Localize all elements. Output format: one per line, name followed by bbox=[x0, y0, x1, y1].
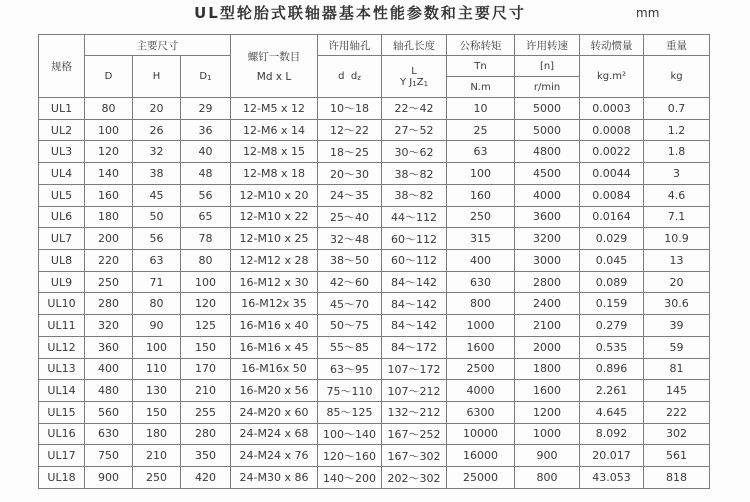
cell-model: UL6 bbox=[39, 206, 85, 228]
cell-weight: 10.9 bbox=[644, 228, 710, 250]
cell-screw: 16-M12x 35 bbox=[231, 293, 318, 315]
cell-speed: 4000 bbox=[515, 184, 580, 206]
cell-inertia: 0.029 bbox=[580, 228, 644, 250]
cell-model: UL5 bbox=[39, 184, 85, 206]
cell-inertia: 0.0008 bbox=[580, 119, 644, 141]
cell-h: 150 bbox=[133, 401, 181, 423]
header-screw bbox=[231, 35, 318, 98]
document-title: UL型轮胎式联轴器基本性能参数和主要尺寸 bbox=[194, 4, 526, 22]
header-hole-title: 轴孔长度 bbox=[382, 35, 447, 56]
cell-speed: 2400 bbox=[515, 293, 580, 315]
table-row bbox=[39, 445, 710, 467]
header-d: D bbox=[85, 56, 133, 98]
cell-speed: 3600 bbox=[515, 206, 580, 228]
header-speed-title: 许用转速 bbox=[515, 35, 580, 56]
cell-h: 32 bbox=[133, 141, 181, 163]
cell-bore: 140～200 bbox=[318, 467, 382, 489]
cell-d1: 280 bbox=[181, 423, 231, 445]
table-row bbox=[39, 141, 710, 163]
cell-screw: 16-M16 x 45 bbox=[231, 336, 318, 358]
cell-h: 210 bbox=[133, 445, 181, 467]
cell-torque: 25 bbox=[447, 119, 515, 141]
cell-screw: 16-M16x 50 bbox=[231, 358, 318, 380]
cell-d1: 350 bbox=[181, 445, 231, 467]
cell-weight: 4.6 bbox=[644, 184, 710, 206]
cell-torque: 16000 bbox=[447, 445, 515, 467]
header-hole-j-subscript: 1 bbox=[412, 79, 417, 88]
cell-screw: 24-M30 x 86 bbox=[231, 467, 318, 489]
header-speed-unit: r/min bbox=[515, 77, 580, 98]
cell-h: 100 bbox=[133, 336, 181, 358]
header-inertia-title: 转动惯量 bbox=[580, 35, 644, 56]
cell-screw: 12-M8 x 18 bbox=[231, 163, 318, 185]
header-hole-z-subscript: 1 bbox=[423, 79, 429, 88]
table-row bbox=[39, 184, 710, 206]
cell-screw: 24-M20 x 60 bbox=[231, 401, 318, 423]
cell-torque: 2500 bbox=[447, 358, 515, 380]
cell-weight: 39 bbox=[644, 315, 710, 337]
cell-d1: 170 bbox=[181, 358, 231, 380]
header-h: H bbox=[133, 56, 181, 98]
cell-bore: 42～60 bbox=[318, 271, 382, 293]
header-bore-sub bbox=[318, 56, 382, 98]
cell-hole-length: 107～172 bbox=[382, 358, 447, 380]
cell-torque: 250 bbox=[447, 206, 515, 228]
table-row bbox=[39, 163, 710, 185]
cell-weight: 3 bbox=[644, 163, 710, 185]
cell-hole-length: 30～62 bbox=[382, 141, 447, 163]
cell-screw: 16-M16 x 40 bbox=[231, 315, 318, 337]
table-row bbox=[39, 336, 710, 358]
cell-bore: 18～25 bbox=[318, 141, 382, 163]
cell-speed: 1800 bbox=[515, 358, 580, 380]
cell-weight: 561 bbox=[644, 445, 710, 467]
cell-h: 80 bbox=[133, 293, 181, 315]
cell-hole-length: 84～142 bbox=[382, 293, 447, 315]
cell-model: UL18 bbox=[39, 467, 85, 489]
cell-d: 100 bbox=[85, 119, 133, 141]
header-weight-unit: kg bbox=[644, 56, 710, 98]
cell-speed: 800 bbox=[515, 467, 580, 489]
header-torque-title: 公称转矩 bbox=[447, 35, 515, 56]
cell-hole-length: 202～302 bbox=[382, 467, 447, 489]
cell-bore: 120～160 bbox=[318, 445, 382, 467]
cell-bore: 38～50 bbox=[318, 250, 382, 272]
cell-model: UL7 bbox=[39, 228, 85, 250]
table-row bbox=[39, 293, 710, 315]
cell-h: 71 bbox=[133, 271, 181, 293]
header-d1-subscript: 1 bbox=[207, 74, 212, 83]
cell-weight: 30.6 bbox=[644, 293, 710, 315]
cell-d1: 78 bbox=[181, 228, 231, 250]
cell-speed: 2100 bbox=[515, 315, 580, 337]
cell-torque: 315 bbox=[447, 228, 515, 250]
header-d1 bbox=[181, 56, 231, 98]
cell-speed: 1600 bbox=[515, 380, 580, 402]
header-hole-z: Z bbox=[416, 76, 424, 88]
cell-d: 140 bbox=[85, 163, 133, 185]
table-row bbox=[39, 206, 710, 228]
cell-torque: 400 bbox=[447, 250, 515, 272]
cell-model: UL13 bbox=[39, 358, 85, 380]
cell-screw: 12-M10 x 20 bbox=[231, 184, 318, 206]
cell-d: 250 bbox=[85, 271, 133, 293]
cell-bore: 32～48 bbox=[318, 228, 382, 250]
cell-hole-length: 38～82 bbox=[382, 184, 447, 206]
header-torque-symbol: Tn bbox=[447, 56, 515, 77]
cell-torque: 10 bbox=[447, 98, 515, 120]
cell-weight: 13 bbox=[644, 250, 710, 272]
cell-d: 320 bbox=[85, 315, 133, 337]
cell-screw: 24-M24 x 68 bbox=[231, 423, 318, 445]
cell-model: UL3 bbox=[39, 141, 85, 163]
cell-screw: 16-M20 x 56 bbox=[231, 380, 318, 402]
cell-d1: 65 bbox=[181, 206, 231, 228]
cell-speed: 2000 bbox=[515, 336, 580, 358]
cell-d: 900 bbox=[85, 467, 133, 489]
cell-hole-length: 44～112 bbox=[382, 206, 447, 228]
cell-d1: 120 bbox=[181, 293, 231, 315]
cell-inertia: 0.045 bbox=[580, 250, 644, 272]
cell-hole-length: 132～212 bbox=[382, 401, 447, 423]
cell-bore: 24～35 bbox=[318, 184, 382, 206]
cell-inertia: 43.053 bbox=[580, 467, 644, 489]
header-main-size: 主要尺寸 bbox=[85, 35, 231, 56]
cell-torque: 1000 bbox=[447, 315, 515, 337]
cell-hole-length: 60～112 bbox=[382, 228, 447, 250]
cell-hole-length: 27～52 bbox=[382, 119, 447, 141]
cell-inertia: 20.017 bbox=[580, 445, 644, 467]
header-inertia-unit: kg.m² bbox=[580, 56, 644, 98]
cell-speed: 4800 bbox=[515, 141, 580, 163]
cell-d: 120 bbox=[85, 141, 133, 163]
cell-h: 90 bbox=[133, 315, 181, 337]
cell-speed: 1200 bbox=[515, 401, 580, 423]
cell-speed: 5000 bbox=[515, 98, 580, 120]
header-bore-title: 许用轴孔 bbox=[318, 35, 382, 56]
cell-h: 45 bbox=[133, 184, 181, 206]
cell-bore: 12～22 bbox=[318, 119, 382, 141]
cell-bore: 63～95 bbox=[318, 358, 382, 380]
cell-weight: 1.8 bbox=[644, 141, 710, 163]
cell-bore: 45～70 bbox=[318, 293, 382, 315]
table-row bbox=[39, 98, 710, 120]
cell-screw: 12-M10 x 22 bbox=[231, 206, 318, 228]
cell-hole-length: 60～112 bbox=[382, 250, 447, 272]
cell-torque: 100 bbox=[447, 163, 515, 185]
cell-hole-length: 38～82 bbox=[382, 163, 447, 185]
cell-h: 56 bbox=[133, 228, 181, 250]
cell-weight: 1.2 bbox=[644, 119, 710, 141]
table-row bbox=[39, 401, 710, 423]
cell-d1: 255 bbox=[181, 401, 231, 423]
header-hole-yjz bbox=[382, 77, 446, 88]
cell-hole-length: 167～302 bbox=[382, 445, 447, 467]
cell-speed: 3200 bbox=[515, 228, 580, 250]
cell-screw: 12-M8 x 15 bbox=[231, 141, 318, 163]
cell-speed: 900 bbox=[515, 445, 580, 467]
cell-model: UL17 bbox=[39, 445, 85, 467]
cell-bore: 75～110 bbox=[318, 380, 382, 402]
cell-inertia: 0.0084 bbox=[580, 184, 644, 206]
table-body bbox=[39, 98, 710, 489]
spec-table bbox=[38, 34, 710, 489]
cell-d: 630 bbox=[85, 423, 133, 445]
cell-screw: 12-M10 x 25 bbox=[231, 228, 318, 250]
cell-screw: 12-M5 x 12 bbox=[231, 98, 318, 120]
cell-weight: 81 bbox=[644, 358, 710, 380]
cell-bore: 10～18 bbox=[318, 98, 382, 120]
cell-d1: 100 bbox=[181, 271, 231, 293]
table-row bbox=[39, 271, 710, 293]
cell-torque: 6300 bbox=[447, 401, 515, 423]
table-row bbox=[39, 380, 710, 402]
cell-d: 220 bbox=[85, 250, 133, 272]
header-model: 规格 bbox=[39, 35, 85, 98]
cell-hole-length: 107～212 bbox=[382, 380, 447, 402]
cell-h: 250 bbox=[133, 467, 181, 489]
cell-inertia: 0.535 bbox=[580, 336, 644, 358]
table-row bbox=[39, 119, 710, 141]
table-row bbox=[39, 250, 710, 272]
cell-h: 63 bbox=[133, 250, 181, 272]
cell-model: UL8 bbox=[39, 250, 85, 272]
cell-d: 160 bbox=[85, 184, 133, 206]
cell-speed: 5000 bbox=[515, 119, 580, 141]
cell-d: 400 bbox=[85, 358, 133, 380]
cell-torque: 800 bbox=[447, 293, 515, 315]
cell-speed: 4500 bbox=[515, 163, 580, 185]
cell-d1: 210 bbox=[181, 380, 231, 402]
table-row bbox=[39, 315, 710, 337]
cell-bore: 25～40 bbox=[318, 206, 382, 228]
cell-d1: 125 bbox=[181, 315, 231, 337]
cell-weight: 222 bbox=[644, 401, 710, 423]
cell-d1: 36 bbox=[181, 119, 231, 141]
header-torque-unit: N.m bbox=[447, 77, 515, 98]
cell-weight: 0.7 bbox=[644, 98, 710, 120]
table-row bbox=[39, 423, 710, 445]
cell-model: UL12 bbox=[39, 336, 85, 358]
cell-bore: 85～125 bbox=[318, 401, 382, 423]
header-d1-main: D bbox=[199, 71, 208, 83]
cell-screw: 12-M6 x 14 bbox=[231, 119, 318, 141]
cell-h: 20 bbox=[133, 98, 181, 120]
cell-model: UL16 bbox=[39, 423, 85, 445]
cell-d1: 150 bbox=[181, 336, 231, 358]
cell-inertia: 0.279 bbox=[580, 315, 644, 337]
cell-hole-length: 167～252 bbox=[382, 423, 447, 445]
cell-model: UL10 bbox=[39, 293, 85, 315]
cell-bore: 20～30 bbox=[318, 163, 382, 185]
cell-screw: 12-M12 x 28 bbox=[231, 250, 318, 272]
table-row bbox=[39, 467, 710, 489]
cell-d1: 56 bbox=[181, 184, 231, 206]
table-row bbox=[39, 358, 710, 380]
cell-speed: 1000 bbox=[515, 423, 580, 445]
cell-h: 38 bbox=[133, 163, 181, 185]
header-speed-symbol: [n] bbox=[515, 56, 580, 77]
cell-inertia: 8.092 bbox=[580, 423, 644, 445]
header-hole-sub bbox=[382, 56, 447, 98]
cell-inertia: 0.159 bbox=[580, 293, 644, 315]
cell-screw: 24-M24 x 76 bbox=[231, 445, 318, 467]
cell-h: 50 bbox=[133, 206, 181, 228]
cell-inertia: 0.0022 bbox=[580, 141, 644, 163]
cell-torque: 63 bbox=[447, 141, 515, 163]
cell-model: UL14 bbox=[39, 380, 85, 402]
cell-hole-length: 84～142 bbox=[382, 315, 447, 337]
unit-label: mm bbox=[636, 6, 660, 20]
cell-d: 560 bbox=[85, 401, 133, 423]
cell-bore: 55～85 bbox=[318, 336, 382, 358]
cell-weight: 145 bbox=[644, 380, 710, 402]
cell-model: UL15 bbox=[39, 401, 85, 423]
cell-d: 480 bbox=[85, 380, 133, 402]
cell-h: 110 bbox=[133, 358, 181, 380]
cell-h: 26 bbox=[133, 119, 181, 141]
cell-weight: 20 bbox=[644, 271, 710, 293]
cell-torque: 1600 bbox=[447, 336, 515, 358]
cell-h: 130 bbox=[133, 380, 181, 402]
header-weight-title: 重量 bbox=[644, 35, 710, 56]
cell-model: UL4 bbox=[39, 163, 85, 185]
cell-torque: 4000 bbox=[447, 380, 515, 402]
cell-hole-length: 84～172 bbox=[382, 336, 447, 358]
cell-d: 200 bbox=[85, 228, 133, 250]
cell-h: 180 bbox=[133, 423, 181, 445]
table-row bbox=[39, 228, 710, 250]
cell-inertia: 2.261 bbox=[580, 380, 644, 402]
cell-speed: 3000 bbox=[515, 250, 580, 272]
cell-model: UL2 bbox=[39, 119, 85, 141]
cell-d: 80 bbox=[85, 98, 133, 120]
cell-d: 360 bbox=[85, 336, 133, 358]
header-bore-d: d bbox=[338, 71, 345, 83]
cell-torque: 10000 bbox=[447, 423, 515, 445]
cell-hole-length: 84～142 bbox=[382, 271, 447, 293]
cell-model: UL1 bbox=[39, 98, 85, 120]
cell-speed: 2800 bbox=[515, 271, 580, 293]
header-screw-title: 螺钉一数目 bbox=[247, 51, 301, 64]
cell-bore: 100～140 bbox=[318, 423, 382, 445]
cell-weight: 7.1 bbox=[644, 206, 710, 228]
cell-d1: 40 bbox=[181, 141, 231, 163]
cell-inertia: 0.896 bbox=[580, 358, 644, 380]
cell-hole-length: 22～42 bbox=[382, 98, 447, 120]
cell-d: 280 bbox=[85, 293, 133, 315]
cell-weight: 302 bbox=[644, 423, 710, 445]
cell-weight: 59 bbox=[644, 336, 710, 358]
cell-weight: 818 bbox=[644, 467, 710, 489]
cell-inertia: 4.645 bbox=[580, 401, 644, 423]
header-screw-sub: Md x L bbox=[256, 71, 292, 84]
header-hole-yj: Y J bbox=[399, 76, 413, 88]
cell-model: UL11 bbox=[39, 315, 85, 337]
header-bore-dz-subscript: z bbox=[357, 74, 361, 83]
cell-bore: 50～75 bbox=[318, 315, 382, 337]
header-bore-dz: d bbox=[350, 71, 358, 83]
cell-model: UL9 bbox=[39, 271, 85, 293]
cell-d1: 420 bbox=[181, 467, 231, 489]
table-header bbox=[39, 35, 710, 98]
cell-d: 750 bbox=[85, 445, 133, 467]
cell-torque: 25000 bbox=[447, 467, 515, 489]
cell-inertia: 0.089 bbox=[580, 271, 644, 293]
cell-screw: 16-M12 x 30 bbox=[231, 271, 318, 293]
header-hole-l: L bbox=[411, 65, 417, 77]
cell-d1: 48 bbox=[181, 163, 231, 185]
cell-inertia: 0.0044 bbox=[580, 163, 644, 185]
cell-d1: 29 bbox=[181, 98, 231, 120]
cell-d1: 80 bbox=[181, 250, 231, 272]
cell-d: 180 bbox=[85, 206, 133, 228]
cell-inertia: 0.0003 bbox=[580, 98, 644, 120]
cell-torque: 160 bbox=[447, 184, 515, 206]
cell-inertia: 0.0164 bbox=[580, 206, 644, 228]
cell-torque: 630 bbox=[447, 271, 515, 293]
